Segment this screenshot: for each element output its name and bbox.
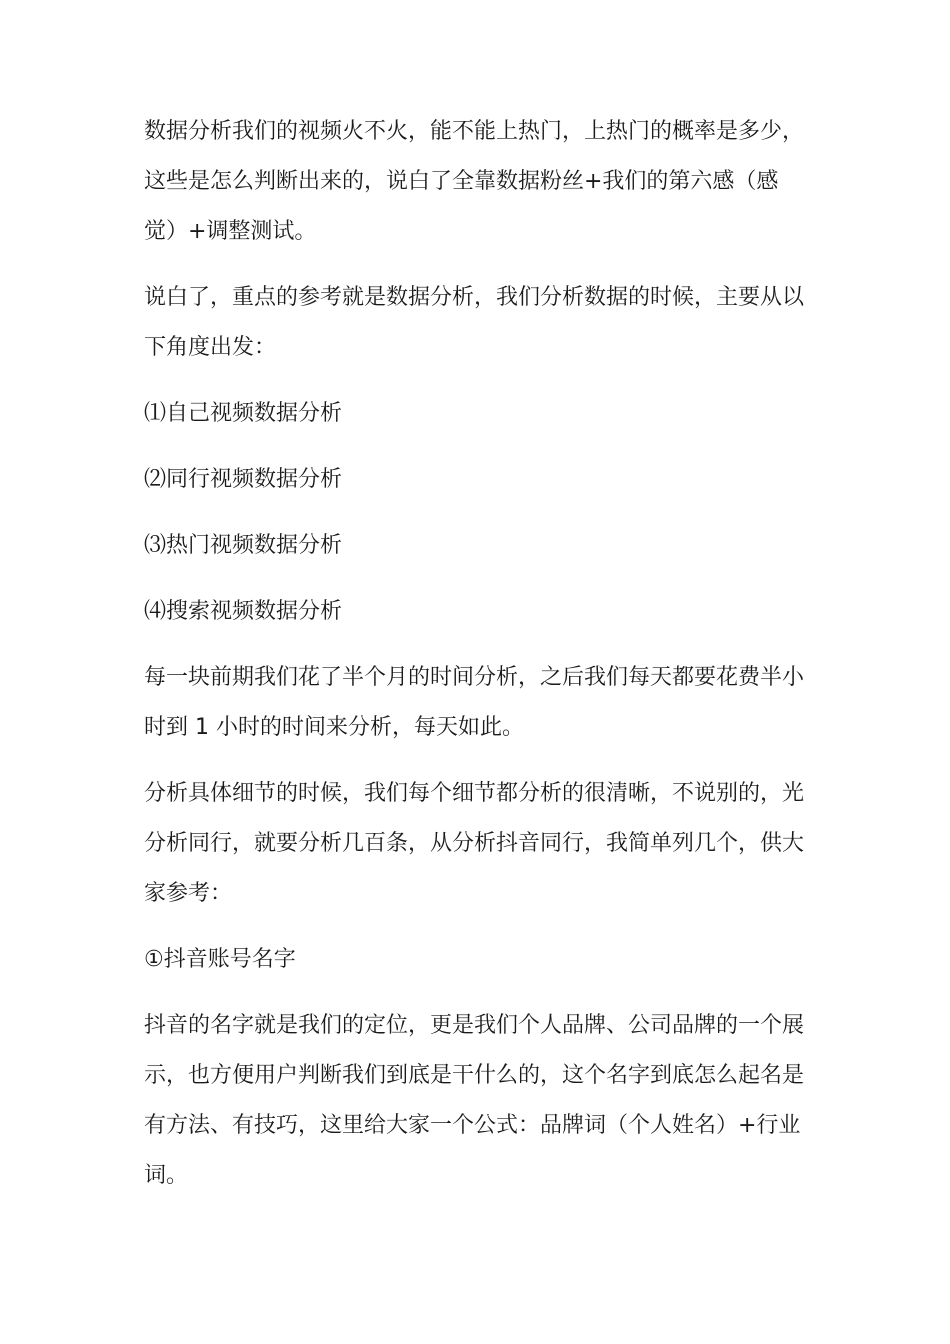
list-item-hot-video: ⑶热门视频数据分析 — [144, 533, 343, 558]
paragraph-intro: 数据分析我们的视频火不火，能不能上热门，上热门的概率是多少，这些是怎么判断出来的，说白了全靠数据粉丝+我们的第六感（感觉）+调整测试。 — [144, 119, 805, 244]
document-body — [144, 107, 810, 1217]
paragraph-time-spent: 每一块前期我们花了半个月的时间分析，之后我们每天都要花费半小时到 1 小时的时间来分析，每天如此。 — [144, 665, 805, 740]
list-item-search-video: ⑷搜索视频数据分析 — [144, 599, 343, 624]
paragraph-key-reference: 说白了，重点的参考就是数据分析，我们分析数据的时候，主要从以下角度出发： — [144, 285, 805, 360]
list-item-peer-video: ⑵同行视频数据分析 — [144, 467, 343, 492]
paragraph-account-name-formula: 抖音的名字就是我们的定位，更是我们个人品牌、公司品牌的一个展示，也方便用户判断我们到底是干什么的，这个名字到底怎么起名是有方法、有技巧，这里给大家一个公式：品牌词（个人姓名）+行业词。 — [144, 1013, 805, 1188]
subheading-account-name: ①抖音账号名字 — [144, 947, 296, 972]
list-item-own-video: ⑴自己视频数据分析 — [144, 401, 343, 426]
paragraph-detail-analysis: 分析具体细节的时候，我们每个细节都分析的很清晰，不说别的，光分析同行，就要分析几百条，从分析抖音同行，我简单列几个，供大家参考： — [144, 781, 805, 906]
